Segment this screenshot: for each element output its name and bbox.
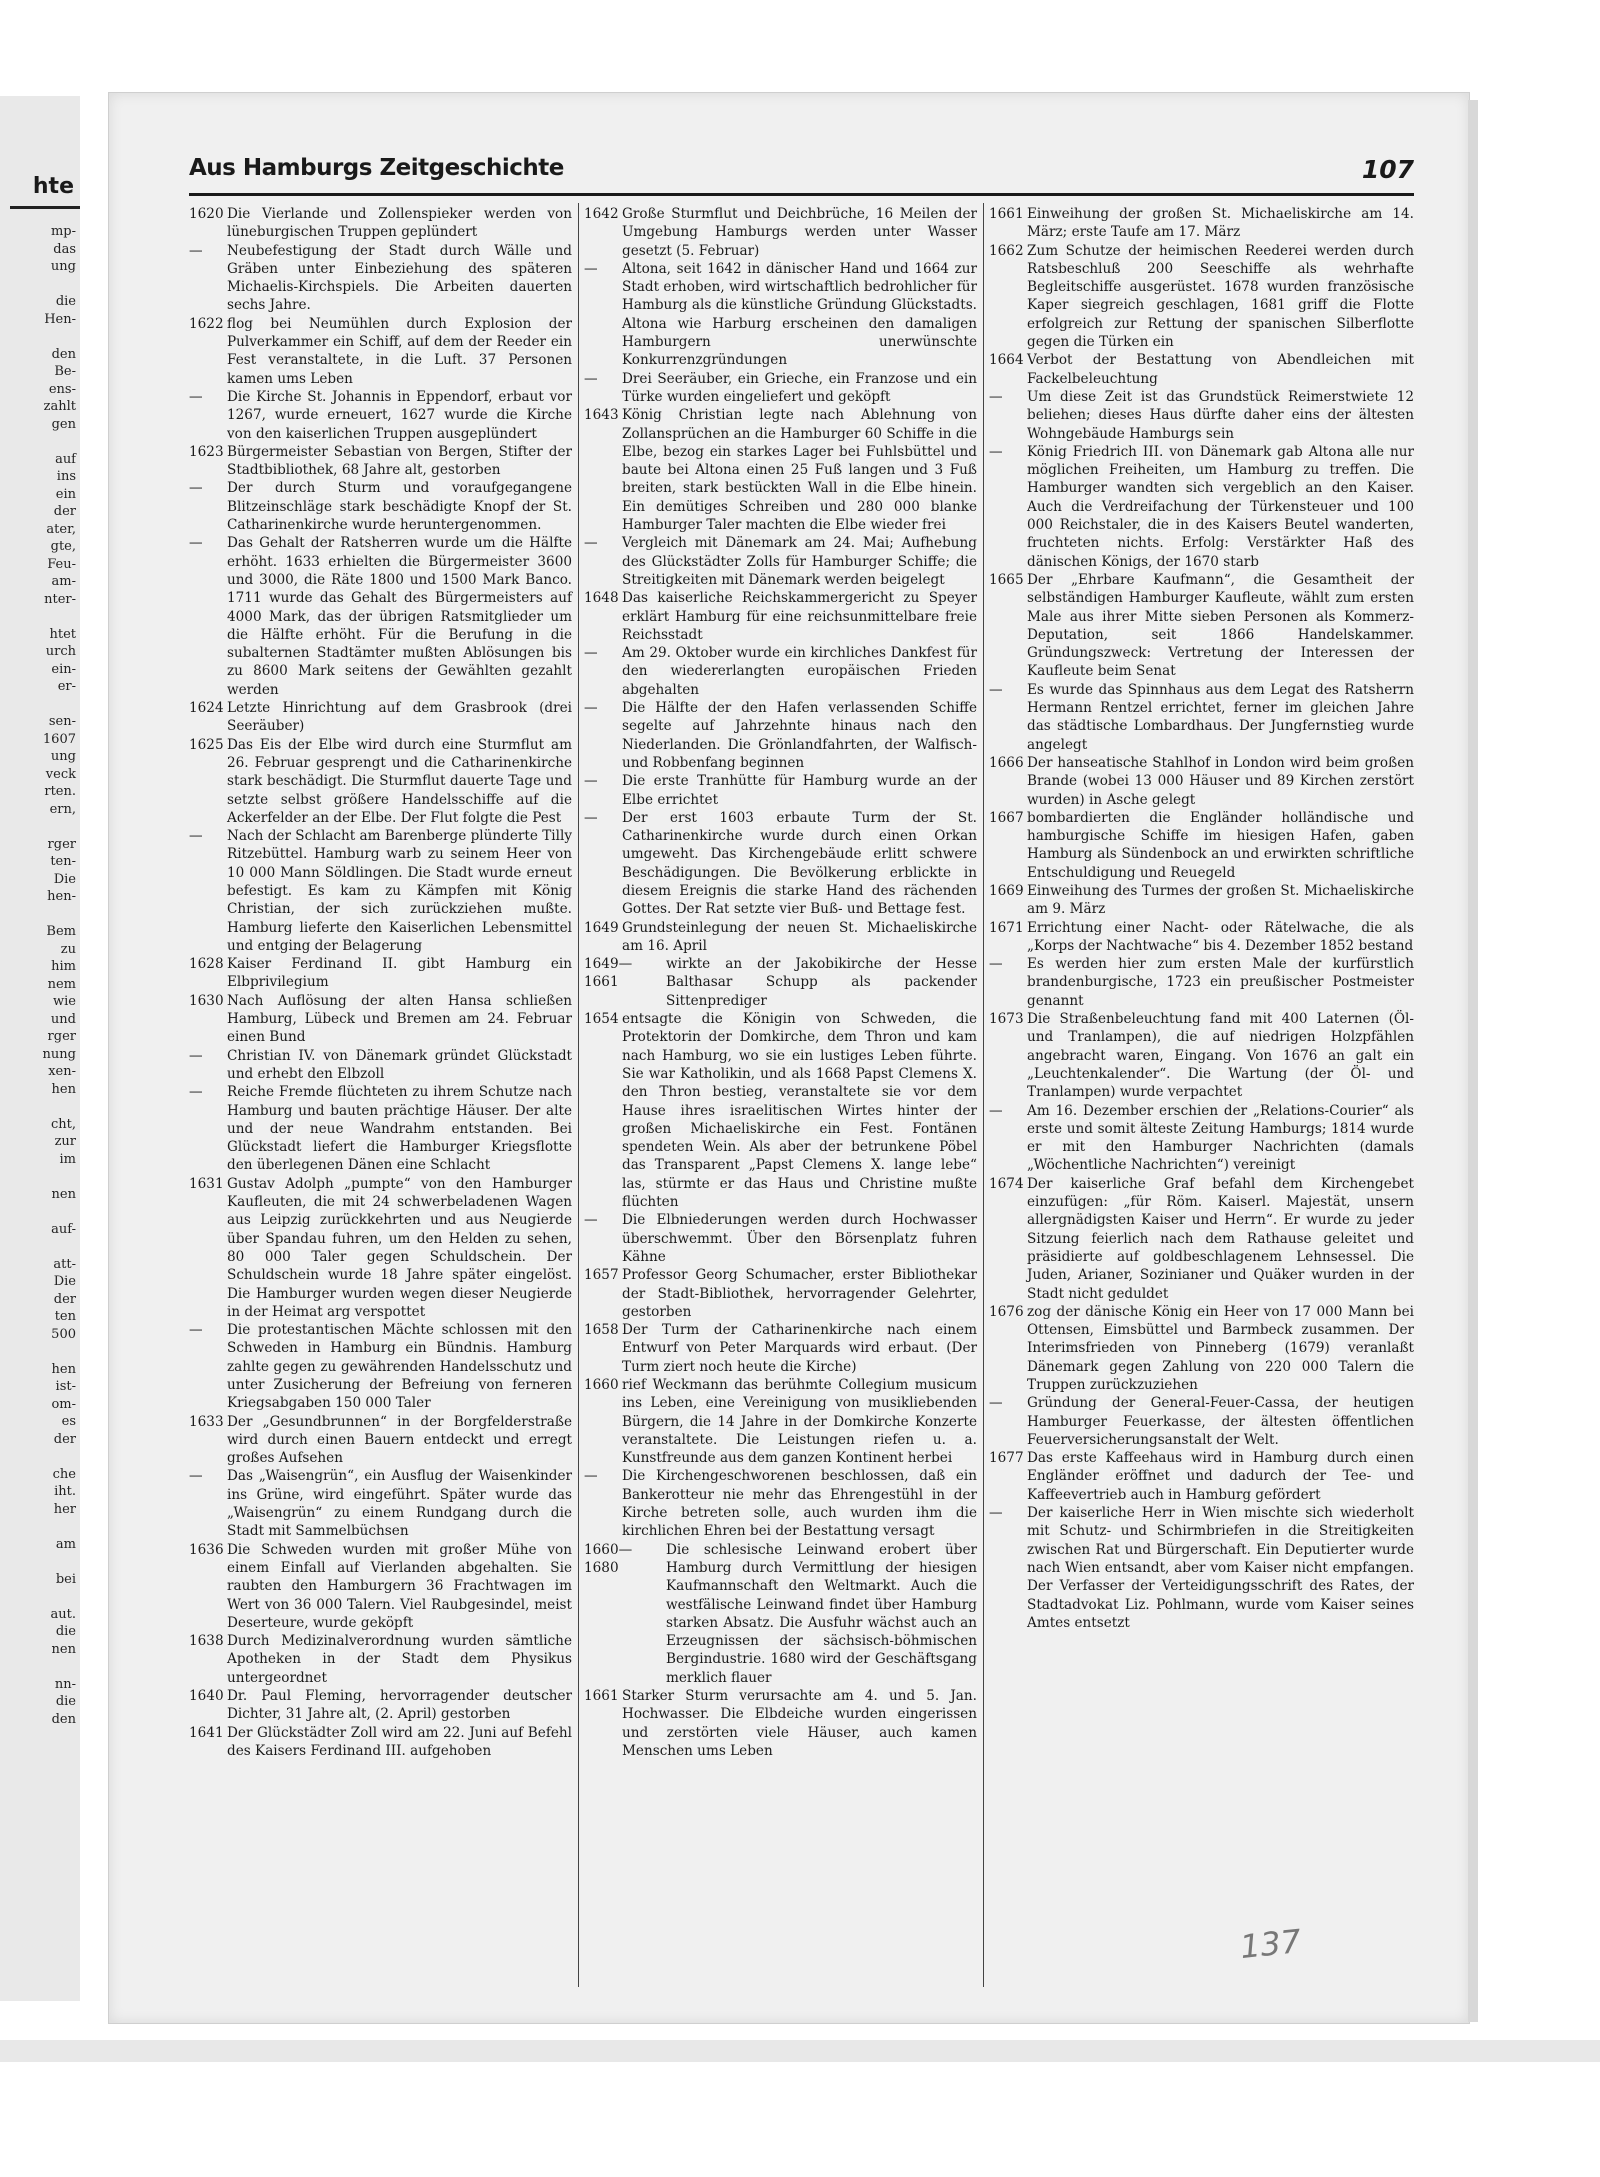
adjacent-page-line: die xyxy=(55,1694,76,1709)
entry-year: — xyxy=(989,443,1003,460)
adjacent-page-line: Die xyxy=(53,871,76,887)
adjacent-page-line: wie xyxy=(53,994,76,1009)
chronicle-entry xyxy=(584,370,977,407)
chronicle-entry xyxy=(189,479,572,534)
entry-year: 1673 xyxy=(989,1011,1024,1028)
entry-year: 1674 xyxy=(989,1175,1024,1192)
entry-text: Das kaiserliche Reichskammergericht zu Speyer erklärt Hamburg für eine reichsunmittelbare freie Reichsstadt xyxy=(622,590,977,643)
adjacent-page-line: rten. xyxy=(44,784,76,799)
adjacent-page-line: 500 xyxy=(51,1326,76,1342)
page xyxy=(108,92,1470,2024)
entry-text: Der „Gesundbrunnen“ in der Borgfelderstraße wird durch einen Bauern entdeckt und erregt großes Aufsehen xyxy=(227,1413,572,1467)
adjacent-page-line: der xyxy=(53,504,76,519)
chronicle-entry xyxy=(989,205,1414,242)
entry-text: entsagte die Königin von Schweden, die Protektorin der Domkirche, dem Thron und kam nach Hamburg, wo sie ein lustiges Leben führte. Sie war Katholikin, und als 1668 Papst Clemens X. den Thron bestieg, veranstaltete sie vor dem Hause ihres israelitischen Wirtes hinter der großen Michaeliskirche ein Fest. Fontänen spendeten Wein. Als aber der betrunkene Pöbel das Transparent „Papst Clemens X. lange lebe“ las, stürmte er das Haus und Christine mußte flüchten xyxy=(622,1011,977,1211)
entry-text: Einweihung des Turmes der großen St. Michaeliskirche am 9. März xyxy=(1027,882,1414,918)
entry-year: — xyxy=(989,1395,1003,1412)
entry-text: König Christian legte nach Ablehnung von Zollansprüchen an die Hamburger 60 Schiffe in die Elbe, bezog ein starkes Lager bei Fuhlsbüttel und baute bei Altona einen 25 Fuß langen und 3 Fuß breiten, stark bestückten Wall in die Elbe hinein. Ein demütiges Schreiben und 280 000 blanke Hamburger Taler machten die Elbe wieder frei xyxy=(622,407,977,534)
adjacent-page-line: veck xyxy=(45,766,76,782)
entry-year: 1642 xyxy=(584,206,619,222)
adjacent-page-line: rger xyxy=(47,836,76,852)
adjacent-page-line: ater, xyxy=(46,521,76,537)
adjacent-page-line: der xyxy=(53,1291,76,1307)
entry-text: Zum Schutze der heimischen Reederei werden durch Ratsbeschluß 200 Seeschiffe als wehrhafte Begleitschiffe ausgerüstet. 1678 wurden französische Kaper siegreich geschlagen, 1681 griff die Flotte erfolgreich zur Rettung der spanischen Silberflotte gegen die Türken ein xyxy=(1027,242,1414,351)
adjacent-page-line: bei xyxy=(55,1571,76,1587)
entry-text: Die Straßenbeleuchtung fand mit 400 Laternen (Öl- und Tranlampen), die auf niedrigen Holzpfählen angebracht waren, Eingang. Von 1676 an galt ein „Leuchtenkalender“. Die Wartung (der Öl- und Tranlampen) wurde verpachtet xyxy=(1027,1011,1414,1101)
chronicle-entry xyxy=(989,242,1414,352)
adjacent-page-line: cht, xyxy=(50,1116,76,1132)
chronicle-entry xyxy=(989,809,1414,882)
entry-year: 1654 xyxy=(584,1011,619,1028)
adjacent-page-rule xyxy=(10,206,80,209)
adjacent-page-line: urch xyxy=(45,644,76,659)
adjacent-page-line: om- xyxy=(51,1396,76,1412)
adjacent-page-line: xen- xyxy=(48,1064,76,1079)
entry-year: — xyxy=(189,242,203,259)
adjacent-page-line: htet xyxy=(49,626,76,642)
adjacent-page-heading: hte xyxy=(32,174,74,199)
entry-text: Am 16. Dezember erschien der „Relations-Courier“ als erste und somit älteste Zeitung Hamburgs; 1814 wurde er mit den Hamburger Nachrichten (damals „Wöchentliche Nachrichten“) vereinigt xyxy=(1027,1102,1414,1174)
adjacent-page-line: ein- xyxy=(51,661,76,677)
entry-text: Die Schweden wurden mit großer Mühe von einem Einfall auf Vierlanden abgehalten. Sie raubten den Hamburgern 36 Frachtwagen im Wert von 36 000 Talern. Viel Raubgesindel, meist Deserteure, wurde geköpft xyxy=(227,1541,572,1631)
column-3 xyxy=(989,205,1414,1987)
chronicle-entry xyxy=(989,754,1414,809)
entry-text: Der hanseatische Stahlhof in London wird beim großen Brande (wobei 13 000 Häuser und 89 Kirchen zerstört wurden) in Asche gelegt xyxy=(1027,754,1414,808)
entry-text: Kaiser Ferdinand II. gibt Hamburg ein Elbprivilegium xyxy=(227,956,572,991)
adjacent-page-line: iht. xyxy=(54,1484,76,1499)
entry-text: Das „Waisengrün“, ein Ausflug der Waisenkinder ins Grüne, wird eingeführt. Später wurde das „Waisengrün“ zu einem Rundgang durch die Stadt mit Sammelbüchsen xyxy=(227,1468,572,1540)
chronicle-entry xyxy=(989,882,1414,919)
adjacent-page-line: das xyxy=(53,241,76,257)
adjacent-page-line: ung xyxy=(50,749,76,764)
entry-year: 1649—1661 xyxy=(584,956,633,991)
chronicle-entry xyxy=(189,1413,572,1468)
adjacent-page-line: die xyxy=(55,1624,76,1639)
entry-text: Große Sturmflut und Deichbrüche, 16 Meilen der Umgebung Hamburgs werden unter Wasser gesetzt (5. Februar) xyxy=(622,206,977,259)
adjacent-page-line: att- xyxy=(53,1256,76,1272)
entry-year: 1631 xyxy=(189,1175,224,1192)
chronicle-entry xyxy=(584,1266,977,1321)
adjacent-page-line: am- xyxy=(51,574,76,589)
chronicle-entry xyxy=(584,644,977,699)
adjacent-page-line: nen xyxy=(51,1641,76,1657)
chronicle-entry xyxy=(584,955,977,1010)
adjacent-page-line: ern, xyxy=(49,801,76,817)
page-edge-shadow xyxy=(1468,100,1478,2022)
adjacent-page-line: nen xyxy=(51,1186,76,1202)
chronicle-entry xyxy=(989,1504,1414,1632)
running-title: Aus Hamburgs Zeitgeschichte xyxy=(189,155,564,181)
adjacent-page-line: den xyxy=(51,1711,76,1727)
chronicle-entry xyxy=(989,681,1414,754)
entry-text: flog bei Neumühlen durch Explosion der Pulverkammer ein Schiff, auf dem der Reeder ein Fest veranstaltete, in die Luft. 37 Personen kamen ums Leben xyxy=(227,315,572,387)
entry-year: 1625 xyxy=(189,736,224,753)
chronicle-entry xyxy=(189,1632,572,1687)
entry-text: Vergleich mit Dänemark am 24. Mai; Aufhebung des Glückstädter Zolls für Hamburger Schiffe; die Streitigkeiten mit Dänemark werden beigelegt xyxy=(622,535,977,588)
chronicle-entry xyxy=(989,1449,1414,1504)
entry-year: 1643 xyxy=(584,407,619,424)
entry-text: Der Turm der Catharinenkirche nach einem Entwurf von Peter Marquards wird erbaut. (Der Turm ziert noch heute die Kirche) xyxy=(622,1322,977,1375)
entry-year: — xyxy=(584,773,598,790)
page-number: 107 xyxy=(1361,155,1414,184)
entry-text: Nach Auflösung der alten Hansa schließen Hamburg, Lübeck und Bremen am 24. Februar einen Bund xyxy=(227,992,572,1046)
entry-text: Dr. Paul Fleming, hervorragender deutscher Dichter, 31 Jahre alt, (2. April) gestorben xyxy=(227,1688,572,1723)
entry-text: Das Eis der Elbe wird durch eine Sturmflut am 26. Februar gesprengt und die Catharinenkirche stark beschädigt. Die Sturmflut dauerte Tage und setzte selbst größere Handelsschiffe auf die Ackerfelder an der Elbe. Der Flut folgte die Pest xyxy=(227,736,572,826)
entry-text: Professor Georg Schumacher, erster Bibliothekar der Stadt-Bibliothek, hervorragender Gelehrter, gestorben xyxy=(622,1267,977,1320)
chronicle-entry xyxy=(189,1687,572,1724)
entry-text: Letzte Hinrichtung auf dem Grasbrook (drei Seeräuber) xyxy=(227,700,572,735)
entry-year: 1661 xyxy=(989,206,1024,222)
entry-text: König Friedrich III. von Dänemark gab Altona alle nur möglichen Freiheiten, um Hamburg zu treffen. Die Hamburger wandten sich vergeblich an den Kaiser. Auch die Verdreifachung der Türkensteuer und 100 000 Reichstaler, die in des Kaisers Beutel wanderten, fruchteten nichts. Erfolg: Verstärkter Haß des dänischen Königs, der 1670 starb xyxy=(1027,443,1414,570)
entry-text: Die erste Tranhütte für Hamburg wurde an der Elbe errichtet xyxy=(622,773,977,808)
adjacent-page-line: him xyxy=(51,959,76,974)
adjacent-page-line: Feu- xyxy=(47,556,76,572)
adjacent-page-line: zur xyxy=(54,1134,76,1149)
chronicle-entry xyxy=(584,260,977,370)
entry-year: — xyxy=(584,260,598,277)
adjacent-page-line: ten xyxy=(54,1309,76,1324)
entry-year: 1677 xyxy=(989,1450,1024,1467)
entry-year: — xyxy=(584,1468,598,1485)
chronicle-entry xyxy=(989,443,1414,571)
adjacent-page-line: Die xyxy=(53,1274,76,1289)
entry-year: — xyxy=(989,388,1003,405)
adjacent-page-line: der xyxy=(53,1431,76,1447)
chronicle-entry xyxy=(989,388,1414,443)
entry-year: 1624 xyxy=(189,700,224,717)
entry-year: — xyxy=(189,535,203,552)
entry-year: 1667 xyxy=(989,809,1024,826)
chronicle-entry xyxy=(584,1321,977,1376)
chronicle-entry xyxy=(584,809,977,919)
entry-text: Um diese Zeit ist das Grundstück Reimerstwiete 12 beliehen; dieses Haus dürfte daher eins der ältesten Wohngebäude Hamburgs sein xyxy=(1027,388,1414,442)
chronicle-entry xyxy=(189,699,572,736)
adjacent-page-line: und xyxy=(50,1011,76,1027)
column-separator xyxy=(983,203,984,1987)
adjacent-page-line: ens- xyxy=(48,381,76,397)
entry-year: 1666 xyxy=(989,754,1024,771)
entry-year: 1662 xyxy=(989,242,1024,259)
adjacent-page-line: hen- xyxy=(47,889,76,904)
scan-bottom-band xyxy=(0,2040,1600,2062)
entry-text: Das Gehalt der Ratsherren wurde um die Hälfte erhöht. 1633 erhielten die Bürgermeister 3600 und 3000, die Räte 1800 und 1500 Mark Banco. 1711 wurde das Gehalt des Bürgermeisters auf 4000 Mark, das der übrigen Ratsmitglieder um die Hälfte erhöht. Für die Berufung in die subalternen Stadtämter mußten Ablösungen bis zu 8600 Mark seitens der Gewählten gezahlt werden xyxy=(227,535,572,698)
chronicle-entry xyxy=(989,1394,1414,1449)
entry-text: Die Hälfte der den Hafen verlassenden Schiffe segelte auf Jahrzehnte hinaus nach den Niederlanden. Die Grönlandfahrten, der Walfisch- und Robbenfang beginnen xyxy=(622,700,977,771)
entry-text: Es wurde das Spinnhaus aus dem Legat des Ratsherrn Hermann Rentzel errichtet, ferner im gleichen Jahre das städtische Lombardhaus. Der Jungfernstieg wurde angelegt xyxy=(1027,681,1414,753)
chronicle-entry xyxy=(584,1211,977,1266)
adjacent-page-line: nter- xyxy=(44,591,76,607)
entry-year: 1649 xyxy=(584,919,619,936)
chronicle-entry xyxy=(189,443,572,480)
entry-year: 1640 xyxy=(189,1688,224,1705)
column-separator xyxy=(578,203,579,1987)
header-rule xyxy=(189,193,1414,196)
entry-year: — xyxy=(584,535,598,552)
chronicle-entry xyxy=(989,1303,1414,1394)
entry-year: — xyxy=(584,1212,598,1229)
adjacent-page-line: nem xyxy=(47,976,76,992)
adjacent-page-line: zu xyxy=(60,941,76,957)
entry-text: zog der dänische König ein Heer von 17 000 Mann bei Ottensen, Eimsbüttel und Barmbeck zusammen. Der Interimsfrieden von Pinneberg (1679) veranlaßt Dänemark gegen Zahlung von 220 000 Talern die Truppen zurückzuziehen xyxy=(1027,1303,1414,1393)
adjacent-page-line: den xyxy=(51,346,76,362)
pencil-note: 137 xyxy=(1238,1921,1303,1967)
page-header xyxy=(189,155,1414,195)
entry-year: 1620 xyxy=(189,206,224,222)
adjacent-page-line: Be- xyxy=(54,364,76,379)
entry-year: 1665 xyxy=(989,571,1024,588)
chronicle-entry xyxy=(584,589,977,644)
entry-text: bombardierten die Engländer holländische und hamburgische Schiffe im hiesigen Hafen, gaben Hamburg als Sündenbock an und erwirkten schriftliche Entschuldigung und Reuegeld xyxy=(1027,809,1414,881)
adjacent-page-line: ung xyxy=(50,259,76,274)
chronicle-entry xyxy=(989,919,1414,956)
chronicle-entry xyxy=(584,1687,977,1760)
adjacent-page-line: im xyxy=(59,1151,76,1167)
chronicle-entry xyxy=(189,242,572,315)
entry-year: — xyxy=(584,700,598,717)
adjacent-page-line: hen xyxy=(51,1361,76,1377)
adjacent-page-line: ins xyxy=(56,469,76,484)
entry-year: 1622 xyxy=(189,315,224,332)
adjacent-page-line: aut. xyxy=(50,1606,76,1622)
entry-text: Am 29. Oktober wurde ein kirchliches Dankfest für den wiedererlangten europäischen Frieden abgehalten xyxy=(622,645,977,698)
chronicle-entry xyxy=(584,534,977,589)
entry-year: — xyxy=(189,1084,203,1101)
adjacent-page-line: rger xyxy=(47,1029,76,1044)
adjacent-page-fragment xyxy=(0,96,80,2001)
chronicle-entry xyxy=(189,1047,572,1084)
entry-year: 1641 xyxy=(189,1724,224,1741)
entry-text: Neubefestigung der Stadt durch Wälle und Gräben unter Einbeziehung des späteren Michaelis-Kirchspiels. Die Arbeiten dauerten sechs Jahre. xyxy=(227,242,572,314)
entry-year: — xyxy=(584,370,598,387)
chronicle-entry xyxy=(189,992,572,1047)
entry-text: Der kaiserliche Graf befahl dem Kirchengebet einzufügen: „für Röm. Kaiserl. Majestät, unsern allergnädigsten Kaiser und Herrn“. Er wurde zu jeder Sitzung feierlich nach dem Rathause geleitet und präsidierte auf goldbeschlagenem Lehnsessel. Die Juden, Arianer, Sozinianer und Quäker wurden in der Stadt nicht geduldet xyxy=(1027,1175,1414,1302)
adjacent-page-line: ten- xyxy=(50,854,76,869)
entry-year: 1671 xyxy=(989,919,1024,936)
entry-year: — xyxy=(189,1322,203,1339)
entry-year: — xyxy=(189,480,203,497)
entry-text: Die Vierlande und Zollenspieker werden von lüneburgischen Truppen geplündert xyxy=(227,206,572,241)
entry-text: Die Kirche St. Johannis in Eppendorf, erbaut vor 1267, wurde erneuert, 1627 wurde die Kirche von den kaiserlichen Truppen ausgeplündert xyxy=(227,388,572,442)
chronicle-entry xyxy=(189,534,572,699)
entry-year: 1660—1680 xyxy=(584,1541,633,1576)
entry-year: — xyxy=(189,1468,203,1485)
adjacent-page-line: zahlt xyxy=(43,399,76,414)
adjacent-page-line: nn- xyxy=(54,1676,76,1692)
chronicle-entry xyxy=(989,1102,1414,1175)
chronicle-entry xyxy=(584,1010,977,1211)
chronicle-entry xyxy=(189,955,572,992)
entry-text: Der durch Sturm und voraufgegangene Blitzeinschläge stark beschädigte Knopf der St. Catharinenkirche wurde heruntergenommen. xyxy=(227,480,572,534)
entry-year: 1676 xyxy=(989,1303,1024,1320)
chronicle-entry xyxy=(584,699,977,772)
entry-text: Der erst 1603 erbaute Turm der St. Catharinenkirche wurde durch einen Orkan umgeweht. Das Kirchengebäude erlitt schwere Beschädigungen. Die Bevölkerung erblickte in diesem Ereignis die starke Hand des rächenden Gottes. Der Rat setzte vier Buß- und Bettage fest. xyxy=(622,809,977,918)
chronicle-entry xyxy=(584,772,977,809)
entry-year: — xyxy=(189,1047,203,1064)
chronicle-entry xyxy=(584,1376,977,1467)
chronicle-entry xyxy=(989,351,1414,388)
adjacent-page-line: am xyxy=(55,1536,76,1552)
chronicle-entry xyxy=(989,1010,1414,1101)
chronicle-entry xyxy=(989,955,1414,1010)
entry-text: Die schlesische Leinwand erobert über Hamburg durch Vermittlung der hiesigen Kaufmannschaft den Weltmarkt. Auch die westfälische Leinwand findet über Hamburg starken Absatz. Die Ausfuhr wächst auch an Erzeugnissen der sächsisch-böhmischen Bergindustrie. 1680 wird der Geschäftsgang merklich flauer xyxy=(666,1541,977,1686)
column-2 xyxy=(584,205,977,1987)
adjacent-page-line: ist- xyxy=(55,1379,76,1394)
chronicle-entry xyxy=(584,1467,977,1540)
chronicle-entry xyxy=(189,827,572,955)
entry-text: Christian IV. von Dänemark gründet Glückstadt und erhebt den Elbzoll xyxy=(227,1047,572,1082)
adjacent-page-line: Bem xyxy=(46,924,76,939)
adjacent-page-line: die xyxy=(55,294,76,309)
adjacent-page-line: auf- xyxy=(51,1221,76,1237)
entry-year: 1664 xyxy=(989,352,1024,369)
entry-text: Das erste Kaffeehaus wird in Hamburg durch einen Engländer eröffnet und dadurch der Tee- und Kaffeevertrieb auch in Hamburg gefördert xyxy=(1027,1450,1414,1503)
adjacent-page-line: 1607 xyxy=(42,731,76,747)
entry-text: Errichtung einer Nacht- oder Rätelwache, die als „Korps der Nachtwache“ bis 4. Dezember 1852 bestand xyxy=(1027,919,1414,954)
entry-text: Reiche Fremde flüchteten zu ihrem Schutze nach Hamburg und bauten prächtige Häuser. Der alte und der neue Wandrahm entstanden. Bei Glückstadt liefert die Hamburger Kriegsflotte den überlegenen Dänen eine Schlacht xyxy=(227,1084,572,1174)
adjacent-page-line: hen xyxy=(51,1081,76,1097)
adjacent-page-line: her xyxy=(53,1501,76,1517)
entry-year: 1636 xyxy=(189,1541,224,1558)
adjacent-page-line: auf xyxy=(55,451,76,467)
entry-year: 1638 xyxy=(189,1633,224,1650)
adjacent-page-line: gte, xyxy=(50,539,76,554)
entry-year: — xyxy=(989,956,1003,973)
chronicle-entry xyxy=(189,315,572,388)
entry-year: 1661 xyxy=(584,1688,619,1705)
entry-year: 1623 xyxy=(189,443,224,460)
chronicle-entry xyxy=(584,919,977,956)
entry-text: rief Weckmann das berühmte Collegium musicum ins Leben, eine Vereinigung von musikliebenden Bürgern, die 14 Jahre in der Domkirche Konzerte veranstaltete. Die Leistungen riefen u. a. Kunstfreunde aus dem ganzen Kontinent herbei xyxy=(622,1377,977,1467)
adjacent-page-line: Hen- xyxy=(44,311,76,327)
entry-year: — xyxy=(189,828,203,845)
chronicle-entry xyxy=(584,1541,977,1687)
chronicle-entry xyxy=(189,388,572,443)
entry-year: 1657 xyxy=(584,1267,619,1284)
chronicle-entry xyxy=(989,571,1414,681)
entry-text: Gründung der General-Feuer-Cassa, der heutigen Hamburger Feuerkasse, der ältesten öffentlichen Feuerversicherungsanstalt der Welt. xyxy=(1027,1395,1414,1448)
chronicle-entry xyxy=(989,1175,1414,1303)
adjacent-page-line: sen- xyxy=(48,714,76,729)
chronicle-entry xyxy=(584,205,977,260)
entry-year: — xyxy=(584,645,598,662)
chronicle-entry xyxy=(189,1083,572,1174)
entry-text: Der „Ehrbare Kaufmann“, die Gesamtheit der selbständigen Hamburger Kaufleute, wählt zum ersten Male aus ihrer Mitte sieben Personen als Kommerz-Deputation, seit 1866 Handelskammer. Gründungszweck: Vertretung der Interessen der Kaufleute beim Senat xyxy=(1027,571,1414,680)
adjacent-page-line: es xyxy=(61,1414,76,1429)
entry-year: — xyxy=(989,1505,1003,1522)
adjacent-page-line: nung xyxy=(42,1046,76,1062)
entry-year: 1630 xyxy=(189,992,224,1009)
chronicle-entry xyxy=(189,1321,572,1412)
entry-text: Grundsteinlegung der neuen St. Michaeliskirche am 16. April xyxy=(622,919,977,954)
entry-year: — xyxy=(989,681,1003,698)
entry-text: Die Kirchengeschworenen beschlossen, daß ein Bankerotteur nie mehr das Ehrengestühl in der Kirche betreten solle, auch wurden ihm die kirchlichen Ehren bei der Bestattung versagt xyxy=(622,1468,977,1540)
entry-year: 1648 xyxy=(584,590,619,607)
entry-year: 1660 xyxy=(584,1377,619,1393)
entry-text: Durch Medizinalverordnung wurden sämtliche Apotheken in der Stadt dem Physikus untergeordnet xyxy=(227,1633,572,1686)
chronicle-entry xyxy=(189,736,572,827)
entry-text: Der Glückstädter Zoll wird am 22. Juni auf Befehl des Kaisers Ferdinand III. aufgehoben xyxy=(227,1724,572,1759)
adjacent-page-line: mp- xyxy=(50,224,76,239)
chronicle-entry xyxy=(189,205,572,242)
entry-text: Starker Sturm verursachte am 4. und 5. Jan. Hochwasser. Die Elbdeiche wurden eingerissen und zerstörten viele Häuser, auch kamen Menschen ums Leben xyxy=(622,1688,977,1759)
adjacent-page-line: gen xyxy=(51,416,76,432)
chronicle-entry xyxy=(189,1541,572,1632)
chronicle-entry xyxy=(189,1724,572,1761)
entry-text: Der kaiserliche Herr in Wien mischte sich wiederholt mit Schutz- und Schirmbriefen in die Streitigkeiten zwischen Rat und Bürgerschaft. Ein Deputierter wurde nach Wien entsandt, aber vom Kaiser nicht empfangen. Der Verfasser der Verteidigungsschrift des Rates, der Stadtadvokat Liz. Pohlmann, wurde vom Kaiser seines Amtes entsetzt xyxy=(1027,1505,1414,1631)
entry-year: — xyxy=(989,1102,1003,1119)
entry-text: Bürgermeister Sebastian von Bergen, Stifter der Stadtbibliothek, 68 Jahre alt, gestorben xyxy=(227,443,572,479)
entry-text: Einweihung der großen St. Michaeliskirche am 14. März; erste Taufe am 17. März xyxy=(1027,206,1414,241)
entry-text: Die protestantischen Mächte schlossen mit den Schweden in Hamburg ein Bündnis. Hamburg zahlte gegen zu gewährenden Handelsschutz und unter Zusicherung der Befreiung von ferneren Kriegsabgaben 150 000 Taler xyxy=(227,1322,572,1412)
entry-year: 1658 xyxy=(584,1322,619,1339)
entry-year: 1633 xyxy=(189,1413,224,1430)
entry-year: — xyxy=(189,388,203,405)
chronicle-entry xyxy=(189,1175,572,1321)
entry-text: Nach der Schlacht am Barenberge plünderte Tilly Ritzebüttel. Hamburg warb zu seinem Heer von 10 000 Mann Söldlingen. Die Stadt wurde erneut befestigt. Es kam zu Kämpfen mit König Christian, der sich zurückziehen mußte. Hamburg lieferte den Kaiserlichen Lebensmittel und entging der Belagerung xyxy=(227,828,572,954)
entry-year: 1628 xyxy=(189,956,224,973)
entry-year: 1669 xyxy=(989,882,1024,899)
entry-text: Drei Seeräuber, ein Grieche, ein Franzose und ein Türke wurden eingeliefert und geköpft xyxy=(622,370,977,405)
adjacent-page-line: che xyxy=(52,1466,76,1482)
entry-text: Verbot der Bestattung von Abendleichen mit Fackelbeleuchtung xyxy=(1027,352,1414,387)
entry-text: Die Elbniederungen werden durch Hochwasser überschwemmt. Über den Börsenplatz fuhren Kähne xyxy=(622,1212,977,1265)
entry-text: Altona, seit 1642 in dänischer Hand und 1664 zur Stadt erhoben, wird wirtschaftlich bedrohlicher für Hamburg als die künstliche Gründung Glückstadts. Altona wie Harburg erscheinen den damaligen Hamburgern unerwünschte Konkurrenzgründungen xyxy=(622,260,977,369)
chronicle-entry xyxy=(584,406,977,534)
entry-text: Es werden hier zum ersten Male der kurfürstlich brandenburgische, 1723 ein preußischer Postmeister genannt xyxy=(1027,956,1414,1009)
column-1 xyxy=(189,205,572,1987)
adjacent-page-line: er- xyxy=(57,679,76,694)
adjacent-page-line: ein xyxy=(55,486,76,502)
entry-text: wirkte an der Jakobikirche der Hesse Balthasar Schupp als packender Sittenprediger xyxy=(666,956,977,1009)
entry-text: Gustav Adolph „pumpte“ von den Hamburger Kaufleuten, die mit 24 schwerbeladenen Wagen aus Leipzig zurückkehrten und aus Neugierde über Spandau fuhren, um den Helden zu sehen, 80 000 Taler gegen Schuldschein. Der Schuldschein wurde 18 Jahre später eingelöst. Die Hamburger wurden wegen dieser Neugierde in der Heimat arg verspottet xyxy=(227,1175,572,1320)
chronicle-entry xyxy=(189,1467,572,1540)
entry-year: — xyxy=(584,809,598,826)
